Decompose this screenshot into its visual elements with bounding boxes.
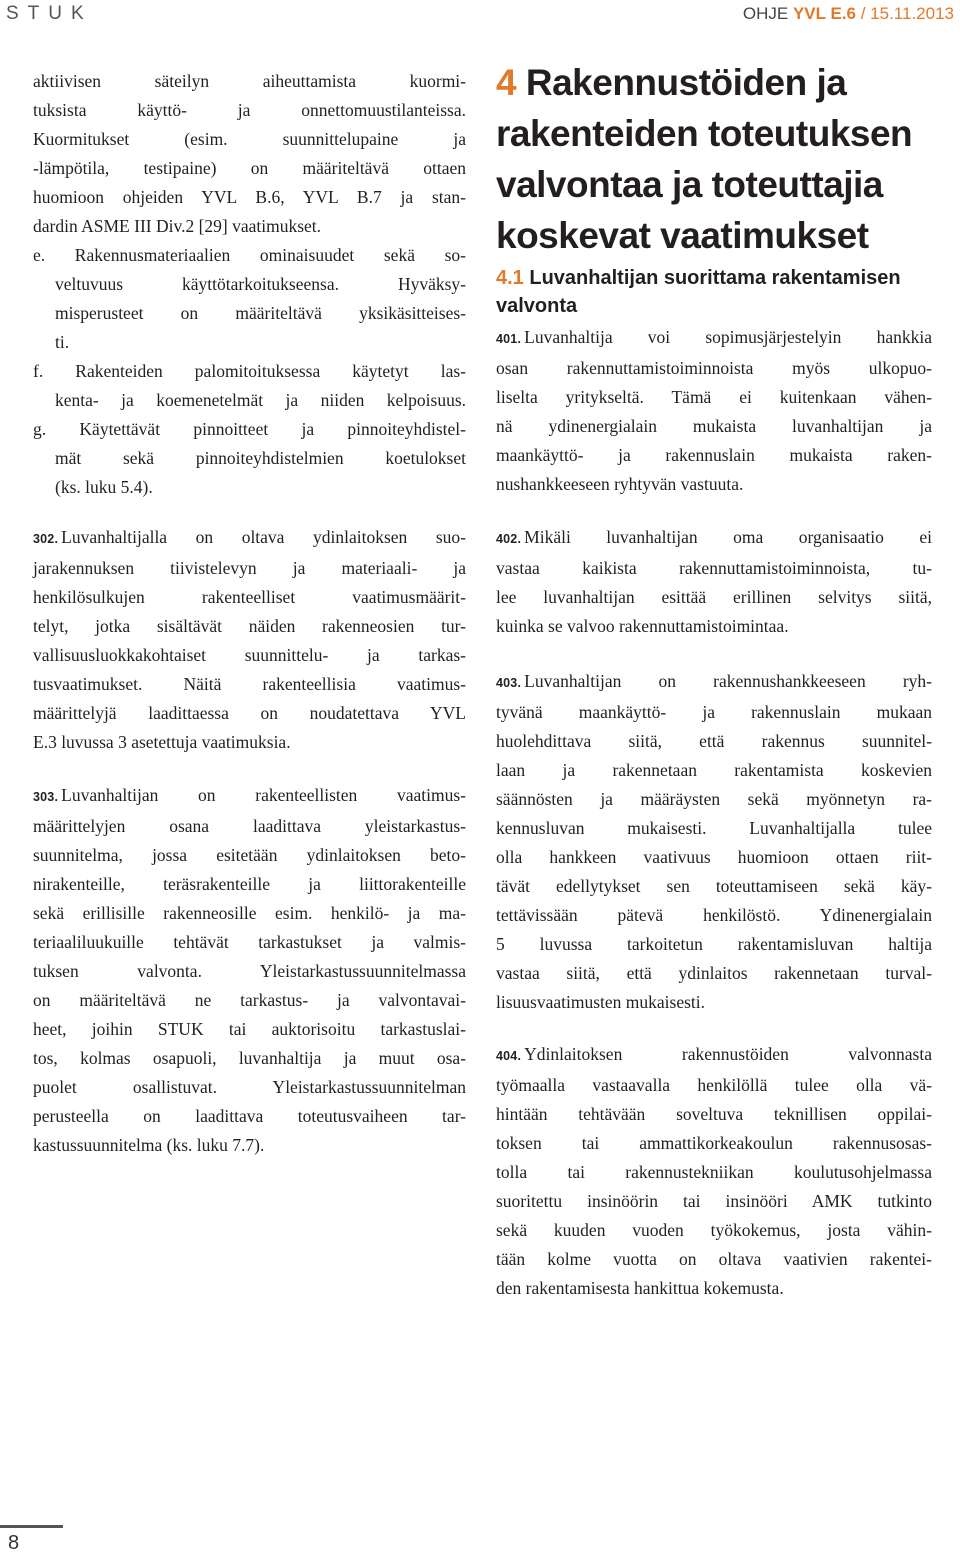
paragraph-line: nushankkeeseen ryhtyvän vastuuta. — [496, 474, 744, 494]
paragraph-line: henkilösulkujen rakenteelliset vaatimusmäärit- — [33, 587, 466, 607]
paragraph-line: puolet osallistuvat. Yleistarkastussuunnitelman — [33, 1077, 466, 1097]
paragraph-line: määrittelyjen osana laadittava yleistarkastus- — [33, 816, 466, 836]
paragraph-line: tettävissään pätevä henkilöstö. Ydinenergialain — [496, 905, 932, 925]
list-line: veltuvuus käyttötarkoitukseensa. Hyväksy- — [55, 274, 466, 294]
paragraph-line: suoritettu insinöörin tai insinööri AMK tutkinto — [496, 1191, 932, 1211]
paragraph-line: vastaa kaikista rakennuttamistoiminnoista, tu- — [496, 558, 932, 578]
header-guide — [743, 4, 954, 24]
list-item-f: f. Rakenteiden palomitoituksessa käytetyt las- — [33, 361, 466, 381]
paragraph-line: säännösten ja määräysten sekä myönnetyn ra- — [496, 789, 932, 809]
paragraph-303 — [33, 781, 466, 1160]
paragraph-line: nirakenteille, teräsrakenteille ja liittorakenteille — [33, 874, 466, 894]
paragraph-line: teriaaliluukuille tehtävät tarkastukset ja valmis- — [33, 932, 466, 952]
subsection-title — [496, 264, 936, 320]
paragraph-line: maankäyttö- ja rakennuslain mukaista raken- — [496, 445, 932, 465]
list-line: ti. — [55, 332, 70, 352]
paragraph-line: tusvaatimukset. Näitä rakenteellisia vaatimus- — [33, 674, 466, 694]
paragraph-number: 401. — [496, 332, 522, 346]
section-number: 4 — [496, 62, 517, 103]
list-line: mät sekä pinnoiteyhdistelmien koetulokset — [55, 448, 466, 468]
paragraph-line: kuinka se valvoo rakennuttamistoimintaa. — [496, 616, 789, 636]
paragraph-line: heet, joihin STUK tai auktorisoitu tarkastuslai- — [33, 1019, 466, 1039]
paragraph-404 — [496, 1040, 932, 1303]
section-title — [496, 57, 936, 261]
paragraph-number: 404. — [496, 1049, 522, 1063]
footer-rule — [0, 1525, 63, 1528]
page-number: 8 — [8, 1532, 20, 1554]
list-line: (ks. luku 5.4). — [55, 477, 153, 497]
list-line: misperusteet on määriteltävä yksikäsitteises- — [55, 303, 466, 323]
header-guide-id: YVL E.6 — [792, 4, 856, 23]
paragraph-line: sekä erillisille rakenneosille esim. henkilö- ja ma- — [33, 903, 466, 923]
paragraph-line: osan rakennuttamistoiminnoista myös ulkopuo- — [496, 358, 932, 378]
list-line: dardin ASME III Div.2 [29] vaatimukset. — [33, 216, 322, 236]
paragraph-402 — [496, 523, 932, 641]
list-line: tuksista käyttö- ja onnettomuustilanteissa. — [33, 100, 466, 120]
paragraph-line: tävät edellytykset sen toteuttamiseen sekä käy- — [496, 876, 932, 896]
header-date: 15.11.2013 — [870, 4, 954, 23]
paragraph-line: tään kolme vuotta on oltava vaativien rakentei- — [496, 1249, 932, 1269]
paragraph-403 — [496, 667, 932, 1017]
paragraph-line: laan ja rakennetaan rakentamista koskevien — [496, 760, 932, 780]
paragraph-line: vallisuusluokkakohtaiset suunnittelu- ja tarkas- — [33, 645, 466, 665]
header-org: STUK — [6, 3, 93, 24]
paragraph-line: jarakennuksen tiivistelevyn ja materiaali- ja — [33, 558, 466, 578]
paragraph-line: suunnitelma, jossa esitetään ydinlaitoksen beto- — [33, 845, 466, 865]
paragraph-line: E.3 luvussa 3 asetettuja vaatimuksia. — [33, 732, 291, 752]
paragraph-line: den rakentamisesta hankittua kokemusta. — [496, 1278, 784, 1298]
paragraph-line: liselta yritykseltä. Tämä ei kuitenkaan vähen- — [496, 387, 932, 407]
subsection-number: 4.1 — [496, 267, 524, 289]
paragraph-line: nä ydinenergialain mukaista luvanhaltijan ja — [496, 416, 932, 436]
list-line: huomioon ohjeiden YVL B.6, YVL B.7 ja stan- — [33, 187, 466, 207]
paragraph-line: on määriteltävä ne tarkastus- ja valvontavai- — [33, 990, 466, 1010]
header-separator: / — [860, 4, 866, 23]
paragraph-number: 403. — [496, 676, 522, 690]
paragraph-line: lee luvanhaltijan esittää erillinen selvitys siitä, — [496, 587, 932, 607]
paragraph-line: Ydinlaitoksen rakennustöiden valvonnasta — [524, 1044, 932, 1064]
paragraph-line: Luvanhaltijan on rakenteellisten vaatimus- — [61, 785, 466, 805]
paragraph-line: määrittelyjä laadittaessa on noudatettava YVL — [33, 703, 466, 723]
paragraph-line: tyvänä maankäyttö- ja rakennuslain mukaan — [496, 702, 932, 722]
paragraph-line: hintään tehtävään soveltuva teknillisen oppilai- — [496, 1104, 932, 1124]
subsection-title-text: Luvanhaltijan suorittama rakentamisen valvonta — [496, 267, 901, 317]
paragraph-line: kennusluvan mukaisesti. Luvanhaltijalla tulee — [496, 818, 932, 838]
paragraph-line: 5 luvussa tarkoitetun rakentamisluvan haltija — [496, 934, 932, 954]
paragraph-line: Mikäli luvanhaltijan oma organisaatio ei — [524, 527, 932, 547]
paragraph-line: toksen tai ammattikorkeakoulun rakennusosas- — [496, 1133, 932, 1153]
paragraph-line: olla hankkeen vaativuus huomioon ottaen riit- — [496, 847, 932, 867]
list-line: Kuormitukset (esim. suunnittelupaine ja — [33, 129, 466, 149]
paragraph-line: huolehdittava siitä, että rakennus suunnitel- — [496, 731, 932, 751]
paragraph-line: tos, kolmas osapuoli, luvanhaltija ja muut osa- — [33, 1048, 466, 1068]
paragraph-line: telyt, jotka sisältävät näiden rakenneosien tur- — [33, 616, 466, 636]
paragraph-line: vastaa siitä, että ydinlaitos rakennetaan turval- — [496, 963, 932, 983]
paragraph-line: tolla tai rakennustekniikan koulutusohjelmassa — [496, 1162, 932, 1182]
list-line: aktiivisen säteilyn aiheuttamista kuormi- — [33, 71, 466, 91]
paragraph-line: Luvanhaltijalla on oltava ydinlaitoksen suo- — [61, 527, 466, 547]
paragraph-line: lisuusvaatimusten mukaisesti. — [496, 992, 706, 1012]
list-item-g: g. Käytettävät pinnoitteet ja pinnoiteyhdistel- — [33, 419, 466, 439]
paragraph-number: 302. — [33, 532, 59, 546]
requirements-list — [33, 67, 466, 502]
section-title-text: Rakennustöiden ja rakenteiden toteutuksen valvontaa ja toteuttajia koskevat vaatimukset — [496, 62, 913, 256]
header-guide-prefix: OHJE — [742, 4, 789, 23]
paragraph-line: perusteella on laadittava toteutusvaiheen tar- — [33, 1106, 466, 1126]
paragraph-line: sekä kuuden vuoden työkokemus, josta vähin- — [496, 1220, 932, 1240]
paragraph-number: 402. — [496, 532, 522, 546]
list-item-e: e. Rakennusmateriaalien ominaisuudet sekä so- — [33, 245, 466, 265]
paragraph-line: tuksen valvonta. Yleistarkastussuunnitelmassa — [33, 961, 466, 981]
list-line: kenta- ja koemenetelmät ja niiden kelpoisuus. — [55, 390, 466, 410]
list-line: -lämpötila, testipaine) on määriteltävä ottaen — [33, 158, 466, 178]
paragraph-302 — [33, 523, 466, 757]
paragraph-line: Luvanhaltijan on rakennushankkeeseen ryh- — [524, 671, 932, 691]
paragraph-line: kastussuunnitelma (ks. luku 7.7). — [33, 1135, 265, 1155]
paragraph-line: Luvanhaltija voi sopimusjärjestelyin hankkia — [524, 327, 932, 347]
paragraph-number: 303. — [33, 790, 59, 804]
paragraph-line: työmaalla vastaavalla henkilöllä tulee olla vä- — [496, 1075, 932, 1095]
paragraph-401 — [496, 323, 932, 499]
